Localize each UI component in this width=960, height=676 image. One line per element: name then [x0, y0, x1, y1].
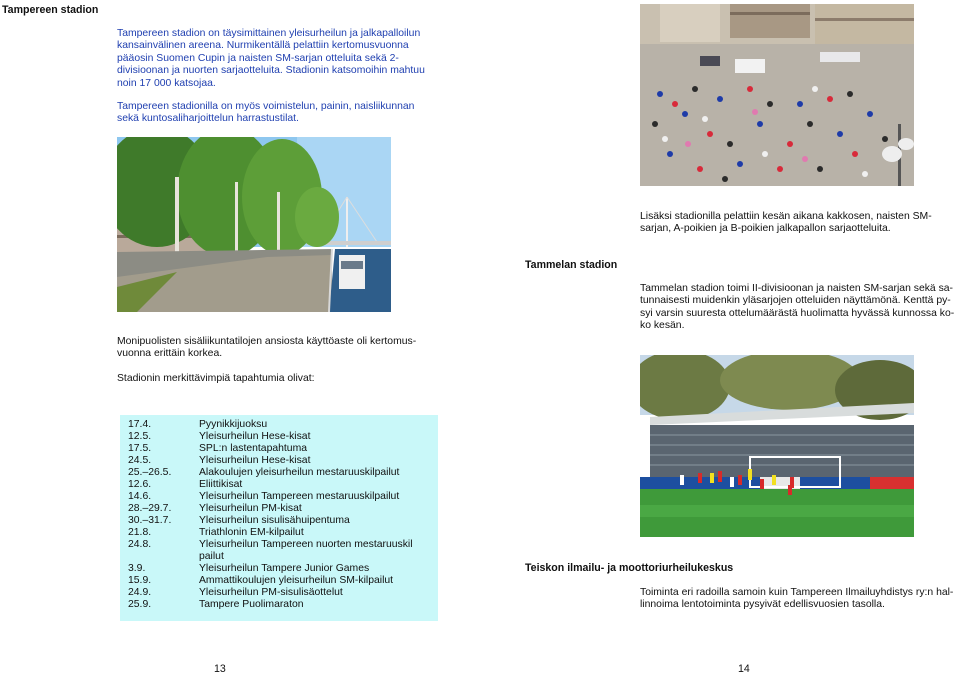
text-line: tunnaisesti muidenkin yläsarjojen otteluiden näyttämönä. Kenttä py- [640, 295, 951, 307]
event-name: SPL:n lastentapahtuma [199, 443, 308, 454]
event-date: 14.6. [128, 491, 152, 502]
event-name: Triathlonin EM-kilpailut [199, 527, 304, 538]
text-line: syi varsin suuresta ottelumäärästä huolimatta hyvässä kunnossa ko- [640, 307, 955, 319]
event-name: Yleisurheilun Hese-kisat [199, 431, 311, 442]
text-line: Tampereen stadion on täysimittainen yleisurheilun ja jalkapalloilun [117, 28, 421, 39]
event-date: 24.8. [128, 539, 152, 550]
event-name: Ammattikoulujen yleisurheilun SM-kilpailut [199, 575, 394, 586]
stadion-intro-paragraph [117, 28, 447, 90]
event-date: 12.5. [128, 431, 152, 442]
event-name: Pyynikkijuoksu [199, 419, 268, 430]
event-date: 24.5. [128, 455, 152, 466]
marathon-crowd-photo [640, 4, 914, 186]
event-date: 30.–31.7. [128, 515, 172, 526]
event-name: Yleisurheilun PM-kisat [199, 503, 302, 514]
usage-paragraph [117, 336, 447, 361]
event-date: 3.9. [128, 563, 146, 574]
event-date: 28.–29.7. [128, 503, 172, 514]
event-name: Yleisurheilun Tampereen mestaruuskilpailut [199, 491, 400, 502]
tammela-football-photo [640, 355, 914, 537]
page-title: Tampereen stadion [2, 4, 99, 16]
extra-matches-paragraph [640, 211, 950, 236]
tammela-paragraph [640, 283, 958, 333]
text-line: Tammelan stadion toimi II-divisioonan ja naisten SM-sarjan sekä sa- [640, 283, 954, 294]
event-name: Yleisurheilun PM-sisulisäottelut [199, 587, 343, 598]
text-line: kansainvälinen areena. Nurmikentällä pelattiin kertomusvuonna [117, 40, 409, 52]
events-table [120, 415, 438, 621]
teisko-heading: Teiskon ilmailu- ja moottoriurheilukeskus [525, 562, 734, 574]
text-line: Tampereen stadionilla on myös voimistelun, painin, naisliikunnan [117, 101, 415, 112]
teisko-paragraph [640, 587, 958, 612]
event-date: 25.–26.5. [128, 467, 172, 478]
event-date: 17.5. [128, 443, 152, 454]
event-name: Yleisurheilun sisulisähuipentuma [199, 515, 350, 526]
event-date: 12.6. [128, 479, 152, 490]
event-name: Tampere Puolimaraton [199, 599, 304, 610]
events-intro: Stadionin merkittävimpiä tapahtumia olivat: [117, 373, 315, 384]
text-line: linnoima lentotoiminta pysyivät edellisvuosien tasolla. [640, 599, 885, 611]
text-line: sarjan, A-poikien ja B-poikien jalkapallon sarjaotteluita. [640, 223, 891, 235]
text-line: pääosin Suomen Cupin ja naisten SM-sarjan otteluita sekä 2- [117, 52, 399, 64]
text-line: Monipuolisten sisäliikuntatilojen ansiosta käyttöaste oli kertomus- [117, 336, 417, 347]
event-date: 21.8. [128, 527, 152, 538]
event-name: Yleisurheilun Tampereen nuorten mestaruuskil [199, 539, 413, 550]
text-line: Toiminta eri radoilla samoin kuin Tampereen Ilmailuyhdistys ry:n hal- [640, 587, 954, 598]
event-date: 25.9. [128, 599, 152, 610]
facilities-paragraph [117, 101, 447, 126]
event-date: 15.9. [128, 575, 152, 586]
page-number: 14 [738, 663, 750, 675]
event-name: Yleisurheilun Hese-kisat [199, 455, 311, 466]
text-line: ko kesän. [640, 320, 685, 332]
event-date: 17.4. [128, 419, 152, 430]
event-name: Alakoulujen yleisurheilun mestaruuskilpailut [199, 467, 400, 478]
text-line: Lisäksi stadionilla pelattiin kesän aikana kakkosen, naisten SM- [640, 211, 932, 222]
event-date: 24.9. [128, 587, 152, 598]
event-name: Yleisurheilun Tampere Junior Games [199, 563, 370, 574]
text-line: vuonna erittäin korkea. [117, 348, 223, 360]
event-name: Eliittikisat [199, 479, 243, 490]
text-line: sekä kuntosaliharjoittelun harrastustilat. [117, 113, 299, 125]
text-line: divisioonan ja nuorten sarjaotteluita. Stadionin katsomoihin mahtuu [117, 65, 425, 77]
riverside-birch-photo [117, 137, 391, 312]
event-name-continuation: pailut [199, 551, 224, 562]
page-number: 13 [214, 663, 226, 675]
tammela-heading: Tammelan stadion [525, 259, 618, 271]
text-line: noin 17 000 katsojaa. [117, 77, 216, 89]
